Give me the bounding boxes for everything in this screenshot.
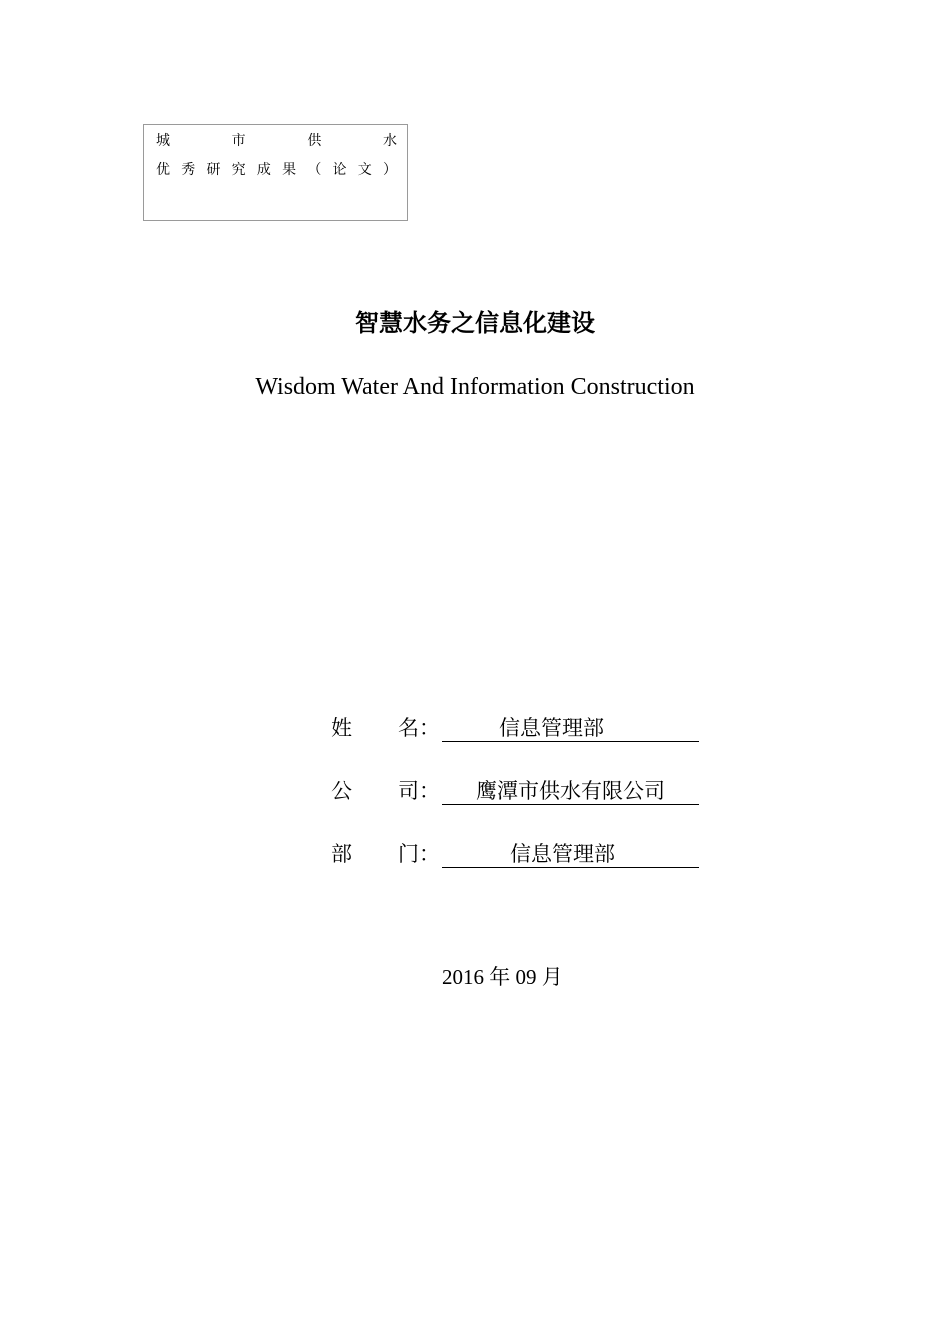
document-title-chinese: 智慧水务之信息化建设	[355, 309, 595, 337]
category-char: 水	[382, 133, 397, 149]
field-key-char: 门：	[398, 842, 440, 866]
category-char: ）	[382, 162, 397, 178]
field-key-char: 公	[331, 779, 352, 803]
field-value-underline	[442, 776, 699, 805]
field-value-text: 鹰潭市供水有限公司	[476, 779, 665, 803]
document-date	[442, 962, 563, 992]
category-label-box	[143, 124, 408, 221]
field-key-char: 姓	[331, 716, 352, 740]
category-char: 成	[256, 162, 271, 178]
date-year-unit: 年	[489, 965, 511, 989]
category-char: 究	[231, 162, 246, 178]
category-char: 果	[282, 162, 297, 178]
field-value-underline	[442, 839, 699, 868]
date-month-unit: 月	[541, 965, 563, 989]
field-key-char: 部	[331, 842, 352, 866]
field-value-text: 信息管理部	[499, 716, 604, 740]
category-char: （	[307, 162, 322, 178]
category-char: 优	[156, 162, 170, 178]
category-char: 论	[332, 162, 347, 178]
category-line-2	[156, 162, 397, 178]
field-value-underline	[442, 713, 699, 742]
category-char: 城	[156, 133, 170, 149]
category-char: 文	[357, 162, 372, 178]
category-char: 供	[307, 133, 322, 149]
category-char: 研	[206, 162, 221, 178]
category-char: 市	[231, 133, 246, 149]
category-char: 秀	[181, 162, 196, 178]
field-value-text: 信息管理部	[510, 842, 615, 866]
field-key-char: 司：	[398, 779, 440, 803]
category-line-1	[156, 133, 397, 149]
date-year: 2016	[442, 965, 484, 989]
date-month: 09	[515, 965, 537, 989]
field-key-char: 名：	[398, 716, 440, 740]
document-title-english: Wisdom Water And Information Construction	[255, 374, 695, 400]
